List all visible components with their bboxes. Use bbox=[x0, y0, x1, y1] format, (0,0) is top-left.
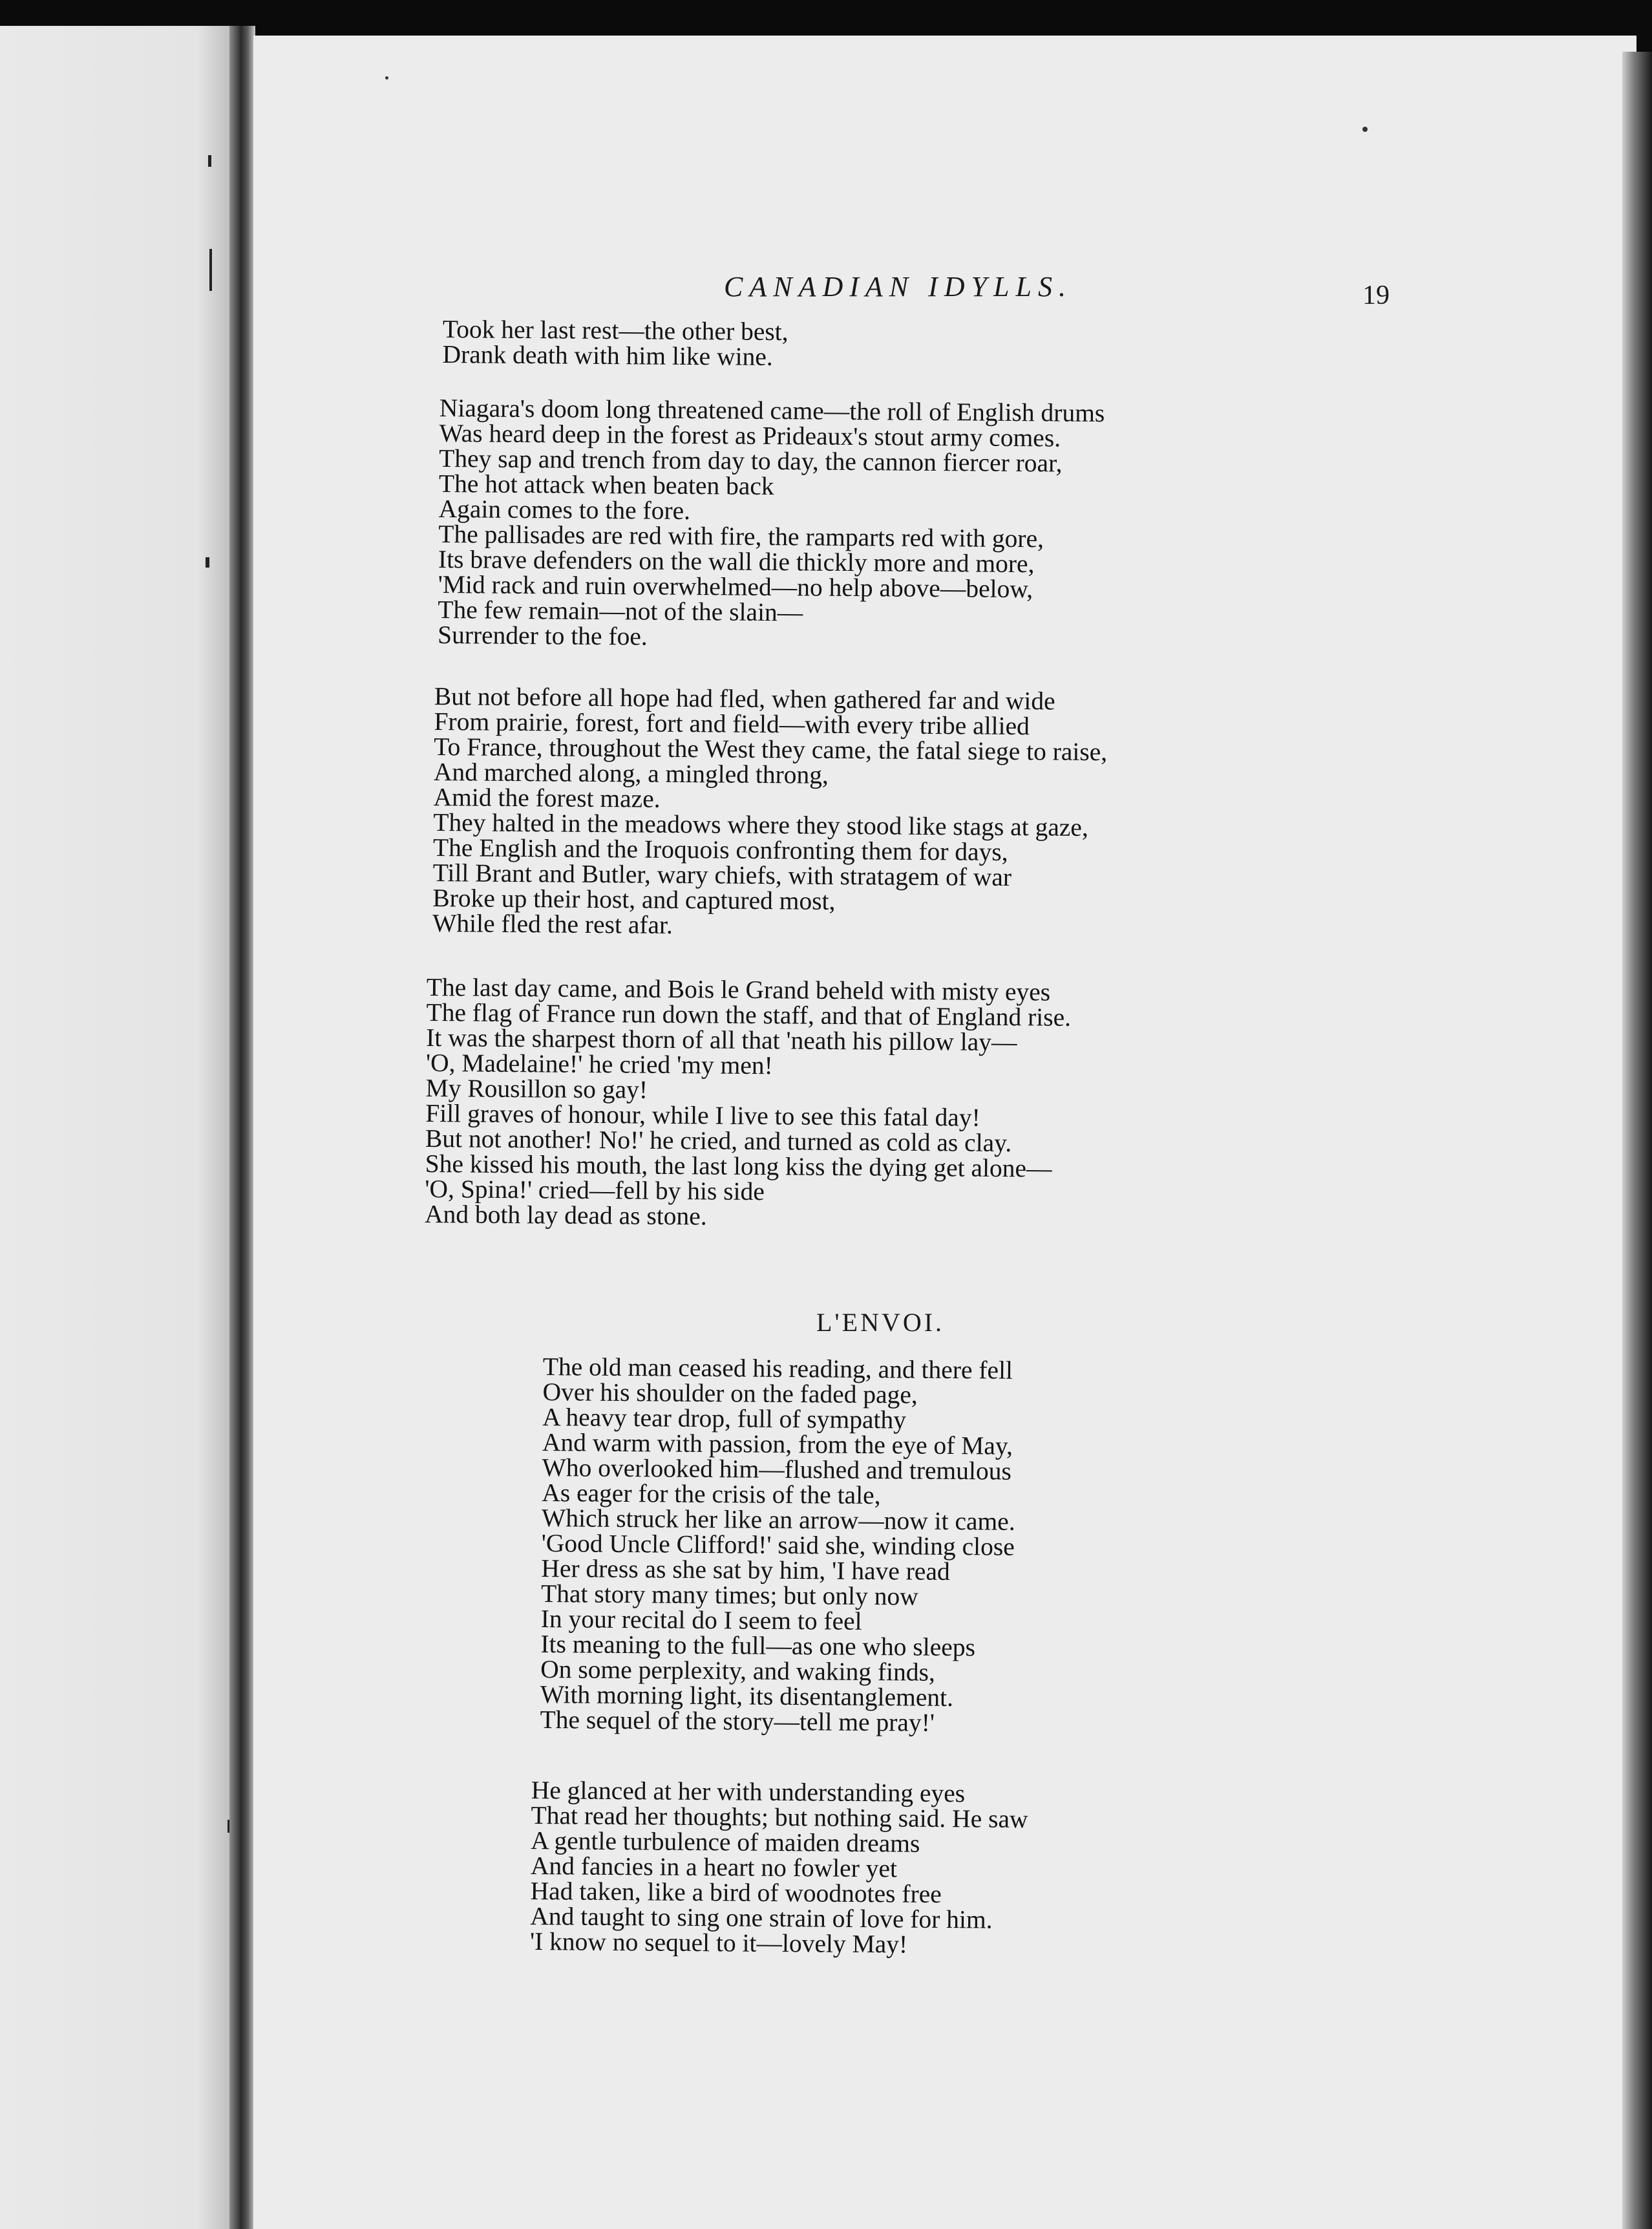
verse-line: Its meaning to the full—as one who sleeps bbox=[540, 1629, 976, 1662]
verse-line: That read her thoughts; but nothing said. He saw bbox=[531, 1800, 1028, 1834]
verse-line: The few remain—not of the slain— bbox=[438, 595, 803, 627]
poem-stanza bbox=[438, 396, 1105, 653]
verse-line: And taught to sing one strain of love for him. bbox=[530, 1901, 993, 1934]
verse-line: Fill graves of honour, while I live to see this fatal day! bbox=[425, 1098, 980, 1132]
verse-line: The old man ceased his reading, and there fell bbox=[542, 1352, 1013, 1385]
verse-line: Over his shoulder on the faded page, bbox=[542, 1377, 918, 1409]
verse-line: 'O, Madelaine!' he cried 'my men! bbox=[425, 1048, 773, 1080]
verse-line: Surrender to the foe. bbox=[437, 620, 648, 651]
verse-line: Was heard deep in the forest as Prideaux's stout army comes. bbox=[439, 418, 1061, 453]
verse-line: Again comes to the fore. bbox=[438, 494, 691, 526]
verse-line: The flag of France run down the staff, and that of England rise. bbox=[426, 997, 1072, 1032]
verse-line: Niagara's doom long threatened came—the roll of English drums bbox=[439, 394, 1105, 428]
verse-line: 'Good Uncle Clifford!' said she, winding close bbox=[541, 1528, 1015, 1561]
verse-line: That story many times; but only now bbox=[540, 1579, 918, 1611]
right-page-edge bbox=[1622, 52, 1652, 2229]
envoi-stanza bbox=[530, 1778, 1028, 1958]
verse-line: Her dress as she sat by him, 'I have read bbox=[541, 1553, 950, 1586]
page-number: 19 bbox=[1362, 281, 1390, 310]
verse-line: In your recital do I seem to feel bbox=[540, 1604, 862, 1636]
verse-line: And warm with passion, from the eye of May, bbox=[542, 1427, 1013, 1460]
verse-line: Broke up their host, and captured most, bbox=[432, 883, 836, 915]
book-gutter bbox=[229, 26, 255, 2229]
verse-line: The English and the Iroquois confronting them for days, bbox=[432, 833, 1008, 866]
verse-line: To France, throughout the West they came, the fatal siege to raise, bbox=[434, 732, 1108, 767]
verse-line: Drank death with him like wine. bbox=[442, 339, 773, 372]
envoi-stanza bbox=[540, 1354, 1016, 1736]
verse-line: Its brave defenders on the wall die thickly more and more, bbox=[438, 544, 1035, 579]
poem-stanza bbox=[432, 684, 1108, 941]
verse-line: The last day came, and Bois le Grand beheld with misty eyes bbox=[426, 973, 1051, 1007]
running-head: CANADIAN IDYLLS. bbox=[724, 271, 1072, 303]
verse-line: And marched along, a mingled throng, bbox=[433, 757, 829, 789]
verse-line: It was the sharpest thorn of all that 'neath his pillow lay— bbox=[426, 1023, 1017, 1057]
left-page-edge bbox=[0, 26, 233, 2229]
verse-line: The hot attack when beaten back bbox=[438, 469, 774, 501]
poem-stanza bbox=[442, 317, 788, 370]
verse-line: And both lay dead as stone. bbox=[424, 1199, 707, 1231]
verse-line: Took her last rest—the other best, bbox=[442, 315, 789, 347]
section-title: L'ENVOI. bbox=[816, 1308, 945, 1337]
left-page-mark bbox=[209, 249, 212, 291]
verse-line: With morning light, its disentanglement. bbox=[540, 1680, 954, 1712]
verse-line: But not before all hope had fled, when gathered far and wide bbox=[434, 682, 1055, 716]
verse-line: 'I know no sequel to it—lovely May! bbox=[529, 1926, 908, 1959]
verse-line: On some perplexity, and waking finds, bbox=[540, 1654, 936, 1687]
page-speck bbox=[1362, 127, 1368, 132]
verse-line: Amid the forest maze. bbox=[433, 782, 661, 813]
verse-line: From prairie, forest, fort and field—with every tribe allied bbox=[434, 707, 1030, 741]
verse-line: A heavy tear drop, full of sympathy bbox=[542, 1402, 907, 1434]
verse-line: The pallisades are red with fire, the ramparts red with gore, bbox=[438, 519, 1044, 553]
left-page-mark bbox=[208, 155, 211, 167]
verse-line: He glanced at her with understanding eyes bbox=[531, 1776, 966, 1808]
verse-line: Who overlooked him—flushed and tremulous bbox=[542, 1453, 1011, 1486]
verse-line: Till Brant and Butler, wary chiefs, with stratagem of war bbox=[432, 858, 1012, 892]
verse-line: 'Mid rack and ruin overwhelmed—no help above—below, bbox=[438, 570, 1033, 604]
poem-stanza bbox=[425, 975, 1071, 1232]
page-speck bbox=[385, 76, 388, 80]
verse-line: My Rousillon so gay! bbox=[425, 1073, 648, 1104]
verse-line: The sequel of the story—tell me pray!' bbox=[540, 1705, 935, 1737]
verse-line: As eager for the crisis of the tale, bbox=[542, 1478, 881, 1510]
verse-line: And fancies in a heart no fowler yet bbox=[530, 1851, 898, 1883]
verse-line: 'O, Spina!' cried—fell by his side bbox=[425, 1174, 765, 1206]
verse-line: They halted in the meadows where they stood like stags at gaze, bbox=[433, 807, 1088, 842]
left-page-mark bbox=[206, 557, 209, 568]
verse-line: While fled the rest afar. bbox=[432, 908, 673, 939]
verse-line: A gentle turbulence of maiden dreams bbox=[531, 1826, 920, 1858]
verse-line: Which struck her like an arrow—now it came. bbox=[541, 1503, 1015, 1536]
verse-line: They sap and trench from day to day, the cannon fiercer roar, bbox=[439, 443, 1063, 478]
verse-line: Had taken, like a bird of woodnotes free bbox=[530, 1876, 942, 1908]
verse-line: But not another! No!' he cried, and turned as cold as clay. bbox=[425, 1124, 1012, 1158]
verse-line: She kissed his mouth, the last long kiss the dying get alone— bbox=[425, 1149, 1052, 1183]
